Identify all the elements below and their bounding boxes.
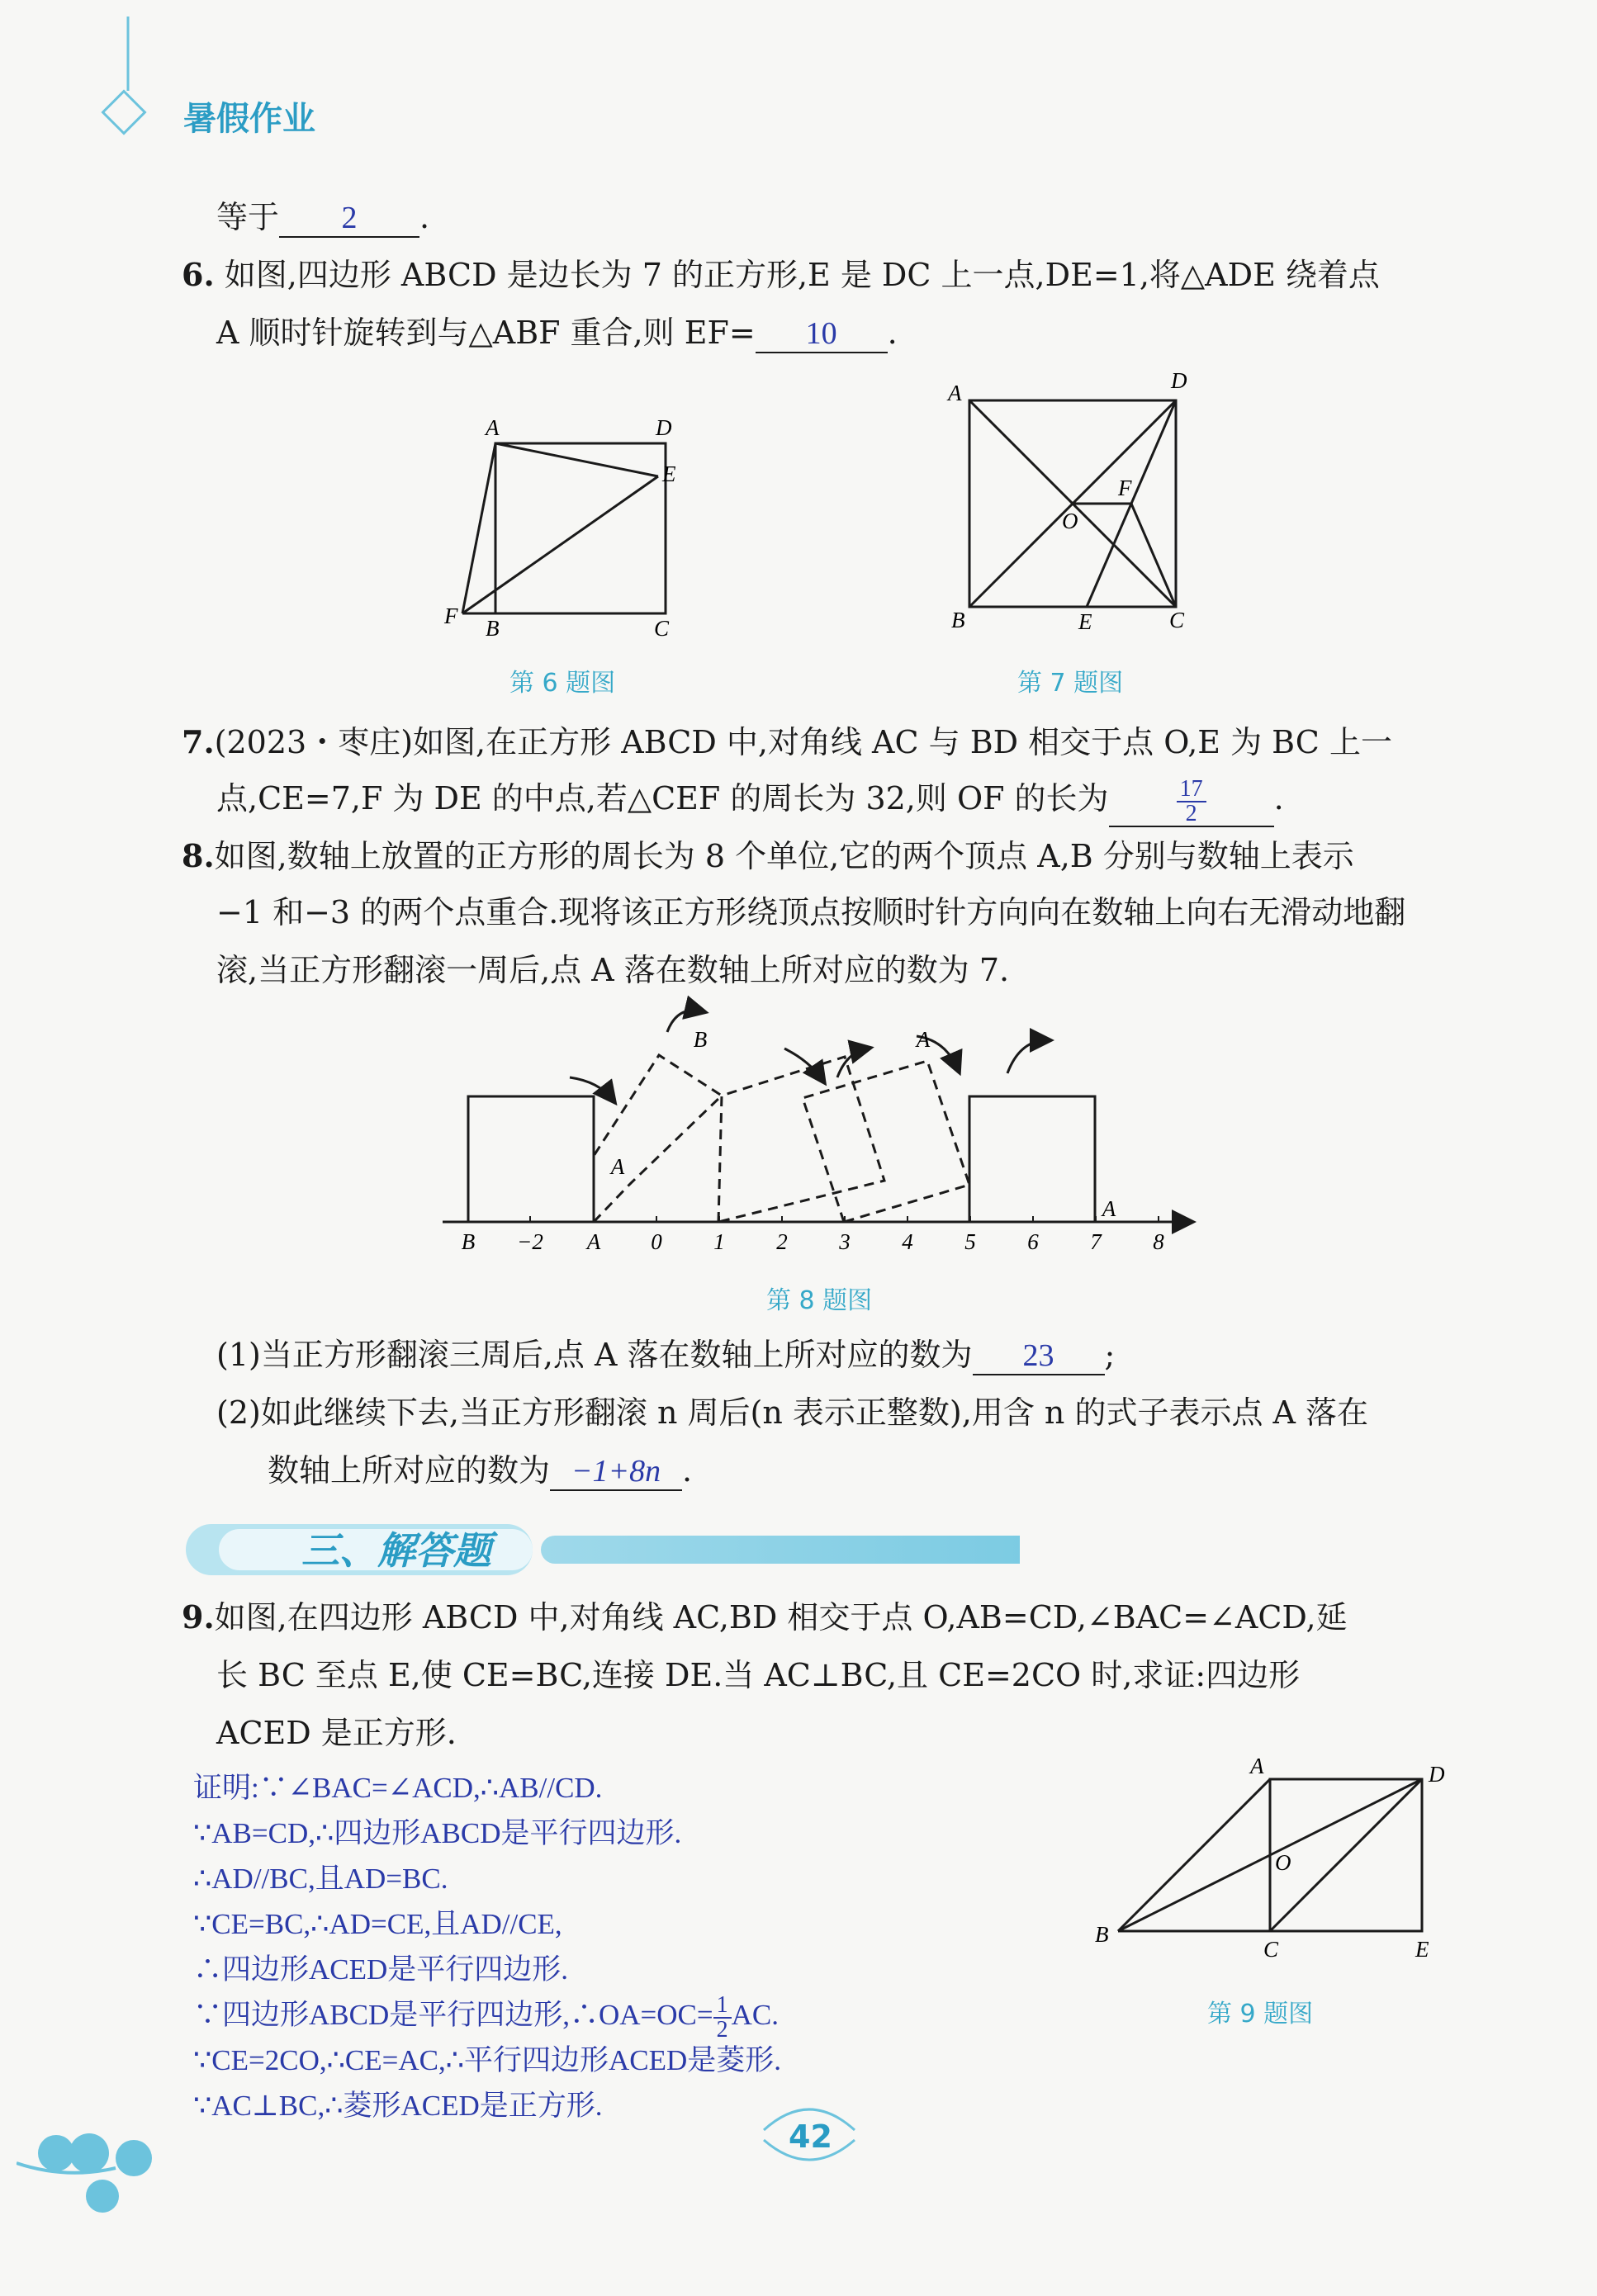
q8-sub2-line1: (2)如此继续下去,当正方形翻滚 n 周后(n 表示正整数),用含 n 的式子表示点 A 落在 [216, 1394, 1369, 1431]
proof-line-5: ∴四边形ACED是平行四边形. [193, 1953, 569, 1986]
q9-line3: ACED 是正方形. [216, 1715, 457, 1751]
fig8-tick-8: 8 [1153, 1229, 1164, 1254]
fig7-label-A: A [948, 381, 962, 405]
fig8-tick-m2: −2 [517, 1229, 543, 1254]
fig8-tick-B: B [461, 1229, 476, 1254]
fig9-label-E: E [1415, 1937, 1429, 1962]
fig7-label-O: O [1062, 509, 1078, 533]
q7-answer: $\frac{17}{2}$ [1109, 774, 1274, 827]
fig6-label-F: F [444, 604, 458, 628]
fig6-label-D: D [656, 415, 672, 440]
fig9-label-D: D [1429, 1762, 1445, 1787]
fig9-label-C: C [1263, 1937, 1279, 1962]
proof-line-8: ∵AC⊥BC,∴菱形ACED是正方形. [193, 2090, 603, 2122]
fig7-label-D: D [1171, 368, 1187, 393]
fig9-label-B: B [1095, 1922, 1109, 1947]
footer-decoration [17, 2114, 165, 2221]
figure-9 [1082, 1750, 1478, 1965]
fig7-label-E: E [1078, 609, 1092, 634]
fig8-tick-4: 4 [902, 1229, 913, 1254]
fig6-label-A: A [486, 415, 500, 440]
proof-line-2: ∵AB=CD,∴四边形ABCD是平行四边形. [193, 1817, 682, 1849]
q9-line2: 长 BC 至点 E,使 CE=BC,连接 DE.当 AC⊥BC,且 CE=2CO 时,求证:四边形 [216, 1657, 1301, 1693]
figure-8 [429, 991, 1206, 1271]
q8-line3: 滚,当正方形翻滚一周后,点 A 落在数轴上所对应的数为 7. [216, 952, 1010, 988]
figure-7 [933, 363, 1230, 644]
q6-answer: 10 [756, 315, 888, 353]
fig8-vertex-A1: A [610, 1154, 625, 1179]
q5-answer: 2 [279, 200, 419, 238]
fig8-vertex-B: B [693, 1027, 708, 1052]
proof-line-1: 证明:∵∠BAC=∠ACD,∴AB//CD. [193, 1772, 603, 1804]
q8-sub1: (1)当正方形翻滚三周后,点 A 落在数轴上所对应的数为 23 ; [216, 1326, 1115, 1384]
fig6-label-E: E [662, 462, 676, 486]
figure-6 [429, 409, 743, 648]
fig8-tick-5: 5 [964, 1229, 976, 1254]
q8-sub1-answer: 23 [973, 1337, 1105, 1375]
q8-sub2-answer: −1+8n [550, 1453, 682, 1491]
fig8-tick-3: 3 [839, 1229, 851, 1254]
q9-line1: 9.如图,在四边形 ABCD 中,对角线 AC,BD 相交于点 O,AB=CD,∠BAC=∠ACD,延 [182, 1598, 1348, 1636]
section-title: 三、解答题 [301, 1528, 491, 1573]
fig7-label-F: F [1118, 476, 1132, 500]
fig8-tick-6: 6 [1027, 1229, 1039, 1254]
fig6-caption: 第 6 题图 [509, 669, 616, 698]
q7-line1: 7.(2023・枣庄)如图,在正方形 ABCD 中,对角线 AC 与 BD 相交于点 O,E 为 BC 上一 [182, 723, 1392, 760]
header-title: 暑假作业 [183, 100, 315, 138]
fig8-tick-0: 0 [651, 1229, 662, 1254]
diamond-icon [103, 92, 145, 134]
fig6-label-C: C [654, 616, 670, 641]
fig8-caption: 第 8 题图 [766, 1286, 873, 1315]
q8-line2: −1 和−3 的两个点重合.现将该正方形绕顶点按顺时针方向向在数轴上向右无滑动地翻 [216, 894, 1406, 930]
q7-line2: 点,CE=7,F 为 DE 的中点,若△CEF 的周长为 32,则 OF 的长为 $\frac{17}{2}$ . [216, 769, 1284, 827]
fig8-tick-1: 1 [713, 1229, 725, 1254]
page-number: 42 [789, 2118, 832, 2155]
fig7-label-C: C [1169, 608, 1185, 632]
fig7-label-B: B [951, 608, 965, 632]
q8-line1: 8.如图,数轴上放置的正方形的周长为 8 个单位,它的两个顶点 A,B 分别与数轴上表示 [182, 837, 1354, 874]
fig9-label-A: A [1250, 1754, 1264, 1778]
fig8-tick-7: 7 [1090, 1229, 1102, 1254]
fig8-tick-2: 2 [776, 1229, 788, 1254]
q6-line2: A 顺时针旋转到与△ABF 重合,则 EF= 10 . [216, 304, 898, 362]
proof-line-3: ∴AD//BC,且AD=BC. [193, 1863, 448, 1895]
fig8-vertex-A2: A [916, 1027, 931, 1052]
proof-line-4: ∵CE=BC,∴AD=CE,且AD//CE, [193, 1908, 562, 1940]
fig9-caption: 第 9 题图 [1207, 2000, 1314, 2029]
q5-line: 等于 2 . [216, 188, 429, 246]
q8-sub2-line2: 数轴上所对应的数为 −1+8n . [268, 1442, 692, 1499]
fig7-caption: 第 7 题图 [1017, 669, 1124, 698]
fig8-tick-A: A [586, 1229, 601, 1254]
q6-line1: 6. 如图,四边形 ABCD 是边长为 7 的正方形,E 是 DC 上一点,DE=1,将△ADE 绕着点 [182, 256, 1380, 293]
fig6-label-B: B [486, 616, 500, 641]
fig9-label-O: O [1275, 1850, 1291, 1875]
fig8-vertex-A3: A [1102, 1196, 1116, 1221]
proof-line-6: ∵四边形ABCD是平行四边形,∴OA=OC= $\frac{1}{2}$ AC. [193, 1991, 780, 2043]
proof-line-7: ∵CE=2CO,∴CE=AC,∴平行四边形ACED是菱形. [193, 2044, 781, 2076]
